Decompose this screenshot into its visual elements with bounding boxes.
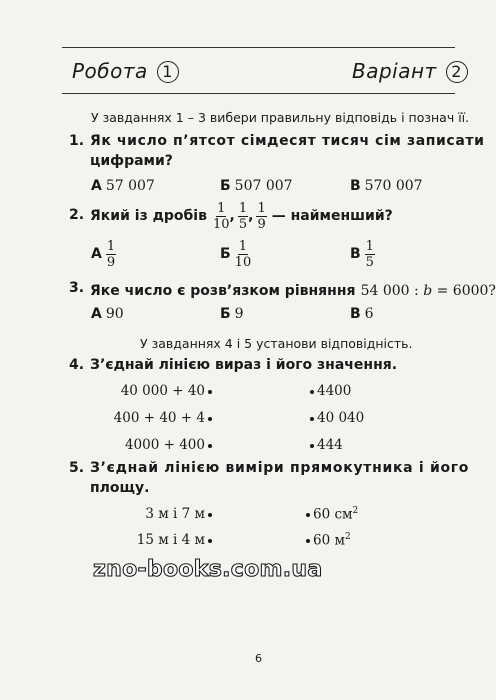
- option-letter: Б: [220, 306, 231, 322]
- q2-option-b[interactable]: [220, 238, 251, 270]
- page-number: 6: [255, 652, 262, 665]
- work-number-circle: 1: [157, 61, 179, 83]
- q1-text-line2: цифрами?: [90, 153, 173, 169]
- q5-text-line1: З’єднай лінією виміри прямокутника і його: [90, 460, 470, 476]
- connect-dot[interactable]: [208, 417, 212, 421]
- connect-dot[interactable]: [310, 417, 314, 421]
- q2-fraction-2: $\frac{1}{5}$: [238, 200, 248, 232]
- connect-dot[interactable]: [310, 390, 314, 394]
- q4-left-2[interactable]: 400 + 40 + 4: [114, 410, 215, 426]
- option-letter: В: [350, 306, 361, 322]
- q1-option-c[interactable]: [350, 178, 423, 194]
- option-value: 90: [105, 306, 124, 322]
- q4-number: 4.: [69, 357, 85, 373]
- option-letter: В: [350, 246, 361, 262]
- q5-left-1[interactable]: 3 м і 7 м: [145, 506, 215, 522]
- connect-dot[interactable]: [310, 444, 314, 448]
- instruction-4-5: У завданнях 4 і 5 установи відповідність.: [140, 336, 413, 351]
- q3-number: 3.: [69, 280, 85, 296]
- q3-equation: 54 000 : b = 6000?: [360, 283, 496, 299]
- option-fraction: $\frac{1}{10}$: [234, 238, 252, 270]
- q4-left-3[interactable]: 4000 + 400: [125, 437, 215, 453]
- q1-text-line1: Як число п’ятсот сімдесят тисяч сім записати: [90, 133, 485, 149]
- q5-right-2[interactable]: 60 $м^2$: [303, 532, 351, 549]
- q1-option-b[interactable]: [220, 178, 293, 194]
- q4-text: З’єднай лінією вираз і його значення.: [90, 357, 398, 373]
- q5-right-1[interactable]: 60 $см^2$: [303, 506, 358, 523]
- q3-option-b[interactable]: [220, 306, 244, 322]
- option-value: 507 007: [234, 178, 293, 194]
- q2-option-a[interactable]: [91, 238, 116, 270]
- option-letter: А: [91, 306, 102, 322]
- q3-text: [90, 280, 496, 299]
- q3-option-a[interactable]: [91, 306, 124, 322]
- variant-label: Варіант: [352, 59, 437, 83]
- option-letter: Б: [220, 178, 231, 194]
- q2-fraction-1: $\frac{1}{10}$: [212, 200, 230, 232]
- comma: ,: [248, 208, 254, 224]
- option-letter: Б: [220, 246, 231, 262]
- q5-number: 5.: [69, 460, 85, 476]
- watermark: zno-books.com.ua: [93, 557, 323, 582]
- q4-left-1[interactable]: 40 000 + 40: [121, 383, 215, 399]
- q5-text-line2: площу.: [90, 480, 150, 496]
- q4-right-2[interactable]: 40 040: [307, 410, 364, 426]
- variant-heading: [352, 59, 468, 83]
- q5-left-2[interactable]: 15 м і 4 м: [137, 532, 215, 548]
- connect-dot[interactable]: [208, 539, 212, 543]
- connect-dot[interactable]: [306, 539, 310, 543]
- connect-dot[interactable]: [306, 513, 310, 517]
- option-value: 6: [364, 306, 374, 322]
- q2-fraction-3: $\frac{1}{9}$: [257, 200, 266, 232]
- q2-text: [90, 200, 393, 232]
- option-fraction: $\frac{1}{5}$: [365, 238, 374, 270]
- q3-option-c[interactable]: [350, 306, 374, 322]
- option-value: 570 007: [364, 178, 423, 194]
- q3-prefix: Яке число є розв’язком рівняння: [90, 283, 356, 299]
- work-label: Робота: [72, 59, 148, 83]
- q1-number: 1.: [69, 133, 85, 149]
- variant-number-circle: 2: [446, 61, 468, 83]
- q2-prefix: Який із дробів: [90, 208, 207, 224]
- work-heading: [72, 59, 179, 83]
- header-top-rule: [62, 47, 455, 48]
- connect-dot[interactable]: [208, 390, 212, 394]
- option-letter: В: [350, 178, 361, 194]
- instruction-1-3: У завданнях 1 – 3 вибери правильну відповідь і познач її.: [91, 110, 470, 125]
- option-letter: А: [91, 178, 102, 194]
- q2-option-c[interactable]: [350, 238, 375, 270]
- option-value: 9: [234, 306, 244, 322]
- connect-dot[interactable]: [208, 444, 212, 448]
- q2-suffix: — найменший?: [271, 208, 393, 224]
- option-fraction: $\frac{1}{9}$: [106, 238, 116, 270]
- q1-option-a[interactable]: [91, 178, 155, 194]
- option-value: 57 007: [105, 178, 155, 194]
- connect-dot[interactable]: [208, 513, 212, 517]
- q4-right-3[interactable]: 444: [307, 437, 343, 453]
- q4-right-1[interactable]: 4400: [307, 383, 351, 399]
- option-letter: А: [91, 246, 102, 262]
- q2-number: 2.: [69, 207, 85, 223]
- comma: ,: [229, 208, 235, 224]
- header-bottom-rule: [62, 93, 455, 94]
